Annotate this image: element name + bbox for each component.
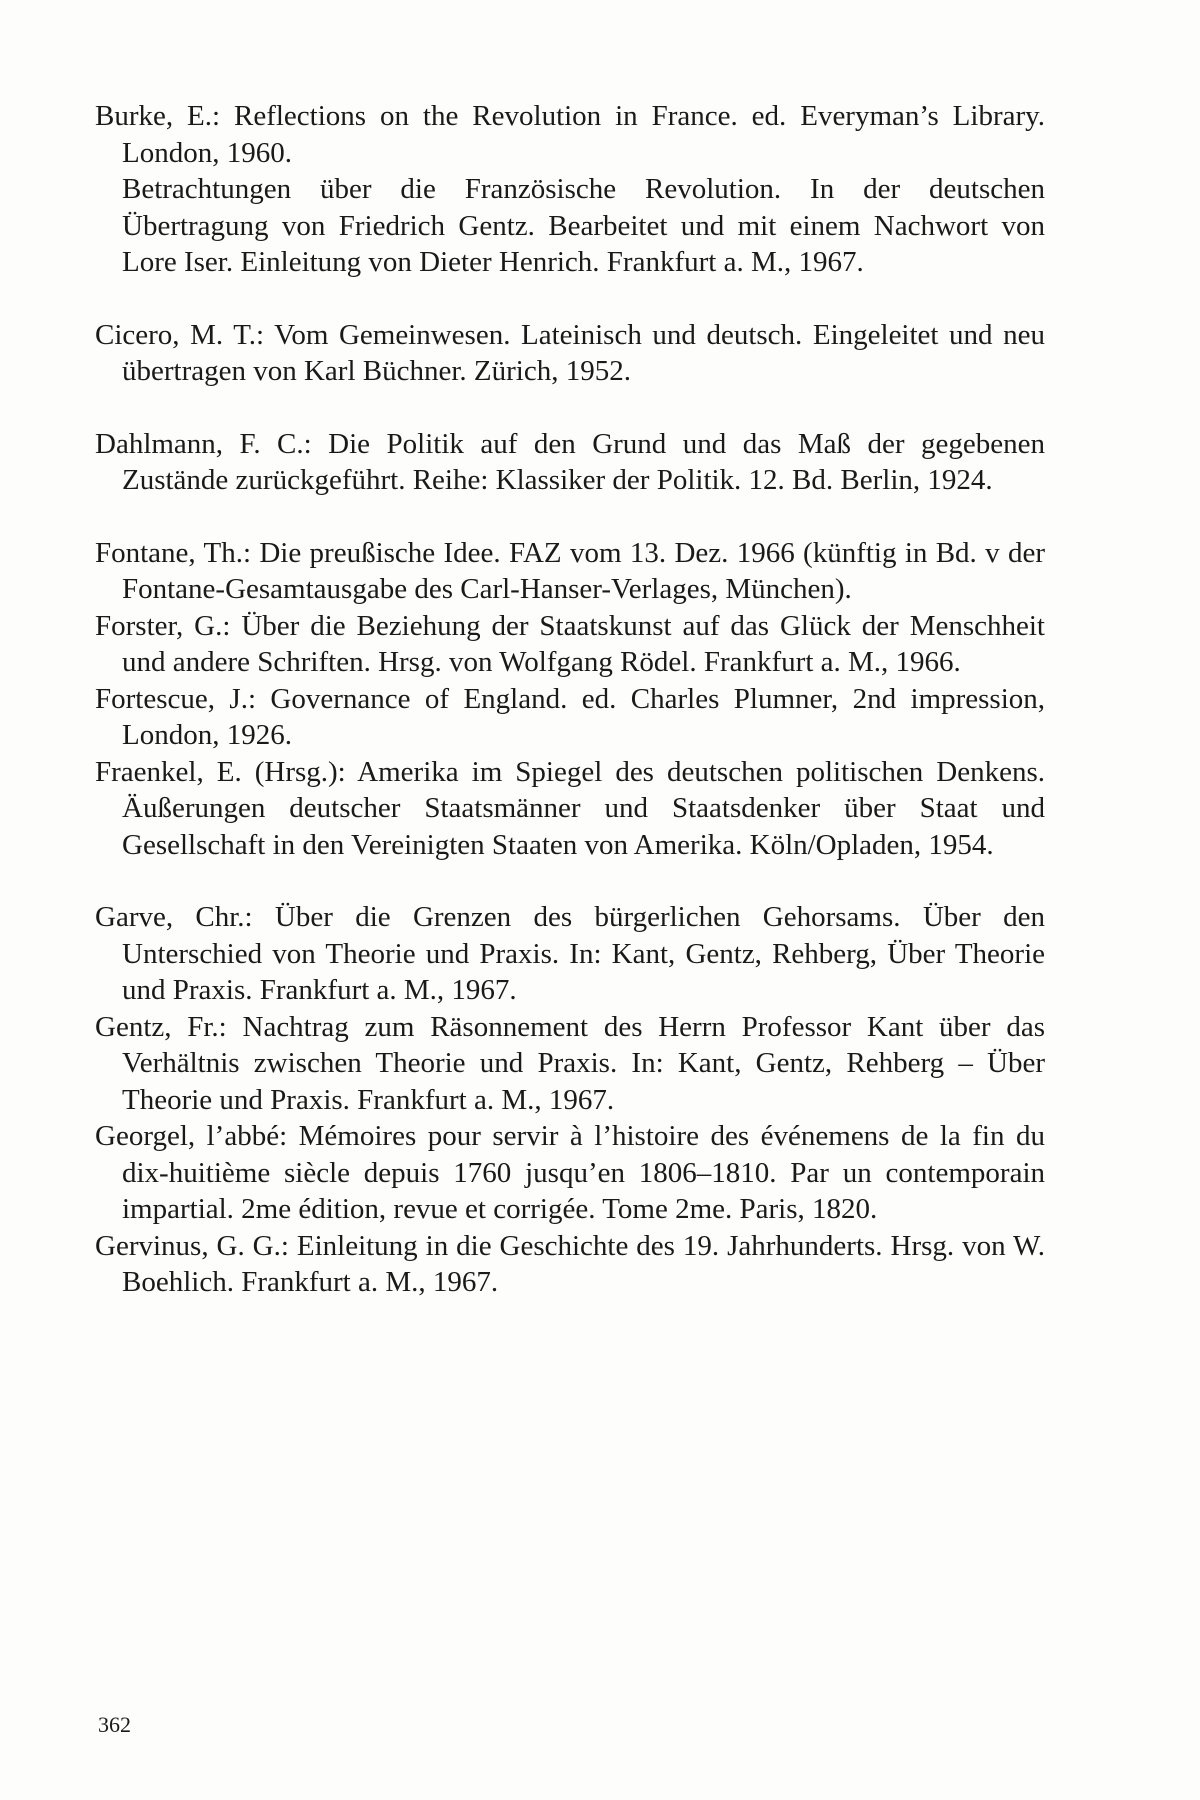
bib-entry-fortescue: Fortescue, J.: Governance of England. ed. Charles Plumner, 2nd impression, London, 1926. bbox=[95, 682, 1045, 751]
section-gap bbox=[95, 390, 1045, 426]
bib-entry-forster: Forster, G.: Über die Beziehung der Staatskunst auf das Glück der Menschheit und andere Schriften. Hrsg. von Wolfgang Rödel. Frankfurt a. M., 1966. bbox=[95, 609, 1045, 678]
bib-entry-garve: Garve, Chr.: Über die Grenzen des bürgerlichen Gehorsams. Über den Unterschied von Theorie und Praxis. In: Kant, Gentz, Rehberg, Über Theorie und Praxis. Frankfurt a. M., 1967. bbox=[95, 901, 1045, 1006]
entry-continuation: Betrachtungen über die Französische Revolution. In der deutschen Übertragung von Friedrich Gentz. Bearbeitet und mit einem Nachwort von Lore Iser. Einleitung von Dieter Henrich. Frankfurt a. M., 1967. bbox=[122, 173, 1045, 278]
section-gap bbox=[95, 863, 1045, 899]
page-number: 362 bbox=[98, 1712, 131, 1737]
bib-entry-burke bbox=[95, 98, 1045, 281]
bib-entry-fontane: Fontane, Th.: Die preußische Idee. FAZ vom 13. Dez. 1966 (künftig in Bd. v der Fontane-Gesamtausgabe des Carl-Hanser-Verlages, München). bbox=[95, 536, 1045, 605]
section-gap bbox=[95, 281, 1045, 317]
bib-entry-fraenkel: Fraenkel, E. (Hrsg.): Amerika im Spiegel des deutschen politischen Denkens. Äußerungen deutscher Staatsmänner und Staatsdenker über Staat und Gesellschaft in den Vereinigten Staaten von Amerika. Köln/Opladen, 1954. bbox=[95, 755, 1045, 861]
bib-entry-cicero: Cicero, M. T.: Vom Gemeinwesen. Lateinisch und deutsch. Eingeleitet und neu übertragen von Karl Büchner. Zürich, 1952. bbox=[95, 318, 1045, 387]
entry-text: Burke, E.: Reflections on the Revolution in France. ed. Everyman’s Library. London, 1960. bbox=[95, 100, 1045, 169]
section-gap bbox=[95, 499, 1045, 535]
bib-entry-gentz: Gentz, Fr.: Nachtrag zum Räsonnement des Herrn Professor Kant über das Verhältnis zwischen Theorie und Praxis. In: Kant, Gentz, Rehberg – Über Theorie und Praxis. Frankfurt a. M., 1967. bbox=[95, 1010, 1045, 1116]
bib-entry-dahlmann: Dahlmann, F. C.: Die Politik auf den Grund und das Maß der gegebenen Zustände zurückgeführt. Reihe: Klassiker der Politik. 12. Bd. Berlin, 1924. bbox=[95, 427, 1045, 496]
bib-entry-gervinus: Gervinus, G. G.: Einleitung in die Geschichte des 19. Jahrhunderts. Hrsg. von W. Boehlich. Frankfurt a. M., 1967. bbox=[95, 1229, 1045, 1298]
bibliography-page bbox=[95, 98, 1045, 1301]
bib-entry-georgel: Georgel, l’abbé: Mémoires pour servir à l’histoire des événemens de la fin du dix-huitième siècle depuis 1760 jusqu’en 1806–1810. Par un contemporain impartial. 2me édition, revue et corrigée. Tome 2me. Paris, 1820. bbox=[95, 1120, 1045, 1225]
